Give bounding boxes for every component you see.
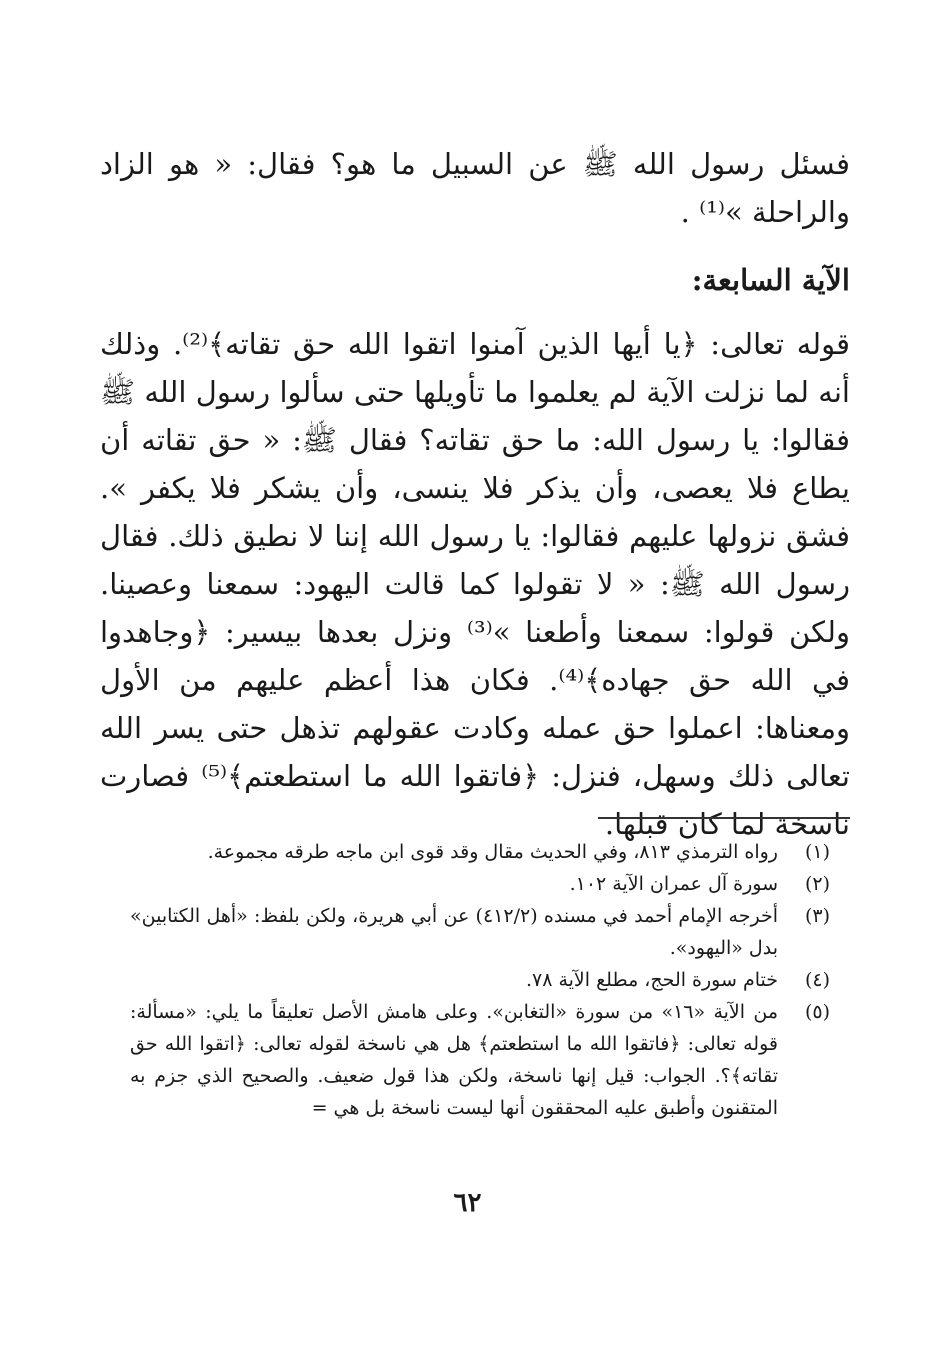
footnote-text: رواه الترمذي ٨١٣، وفي الحديث مقال وقد قوى ابن ماجه طرقه مجموعة. bbox=[207, 841, 778, 863]
footnote-text: من الآية «١٦» من سورة «التغابن». وعلى هامش الأصل تعليقاً ما يلي: «مسألة: قوله تعالى: ﴿فاتقوا الله ما استطعتم﴾ هل هي ناسخة لقوله تعالى: ﴿اتقوا الله حق تقاته﴾؟. الجواب: قيل إنها ناسخة، ولكن هذا قول ضعيف. والصحيح الذي جزم به المتقنون وأطبق عليه المحققون أنها ليست ناسخة بل هي = bbox=[130, 1001, 778, 1119]
footnote-divider bbox=[598, 817, 850, 819]
footnote bbox=[130, 868, 830, 900]
footnote bbox=[130, 996, 830, 1124]
footnote-number: (٥) bbox=[804, 1001, 830, 1023]
section-heading: الآية السابعة: bbox=[691, 263, 850, 297]
footnotes bbox=[130, 836, 830, 1124]
footnote-number: (٤) bbox=[804, 969, 830, 991]
footnote-text: ختام سورة الحج، مطلع الآية ٧٨. bbox=[525, 969, 778, 991]
footnote-text: سورة آل عمران الآية ١٠٢. bbox=[569, 873, 778, 895]
body-paragraph-2: قوله تعالى: ﴿يا أيها الذين آمنوا اتقوا الله حق تقاته﴾⁽²⁾. وذلك أنه لما نزلت الآية لم يعلموا ما تأويلها حتى سألوا رسول الله ﷺ فقالوا: يا رسول الله: ما حق تقاته؟ فقال ﷺ: « حق تقاته أن يطاع فلا يعصى، وأن يذكر فلا ينسى، وأن يشكر فلا يكفر ». فشق نزولها عليهم فقالوا: يا رسول الله إننا لا نطيق ذلك. فقال رسول الله ﷺ: « لا تقولوا كما قالت اليهود: سمعنا وعصينا. ولكن قولوا: سمعنا وأطعنا »⁽³⁾ ونزل بعدها بيسير: ﴿وجاهدوا في الله حق جهاده﴾⁽⁴⁾. فكان هذا أعظم عليهم من الأول ومعناها: اعملوا حق عمله وكادت عقولهم تذهل حتى يسر الله تعالى ذلك وسهل، فنزل: ﴿فاتقوا الله ما استطعتم﴾⁽⁵⁾ فصارت ناسخة لما كان قبلها. bbox=[100, 327, 851, 841]
footnote bbox=[130, 964, 830, 996]
footnote-text: أخرجه الإمام أحمد في مسنده (٤١٢/٢) عن أبي هريرة، ولكن بلفظ: «أهل الكتابين» بدل «اليهود». bbox=[130, 905, 778, 959]
footnote-number: (٣) bbox=[804, 905, 830, 927]
footnote bbox=[130, 900, 830, 964]
page-number: ٦٢ bbox=[453, 1188, 482, 1218]
footnote-number: (١) bbox=[804, 841, 830, 863]
footnote-number: (٢) bbox=[804, 873, 830, 895]
footnote bbox=[130, 836, 830, 868]
body-paragraph-1: فسئل رسول الله ﷺ عن السبيل ما هو؟ فقال: « هو الزاد والراحلة »⁽¹⁾ . bbox=[100, 147, 850, 229]
